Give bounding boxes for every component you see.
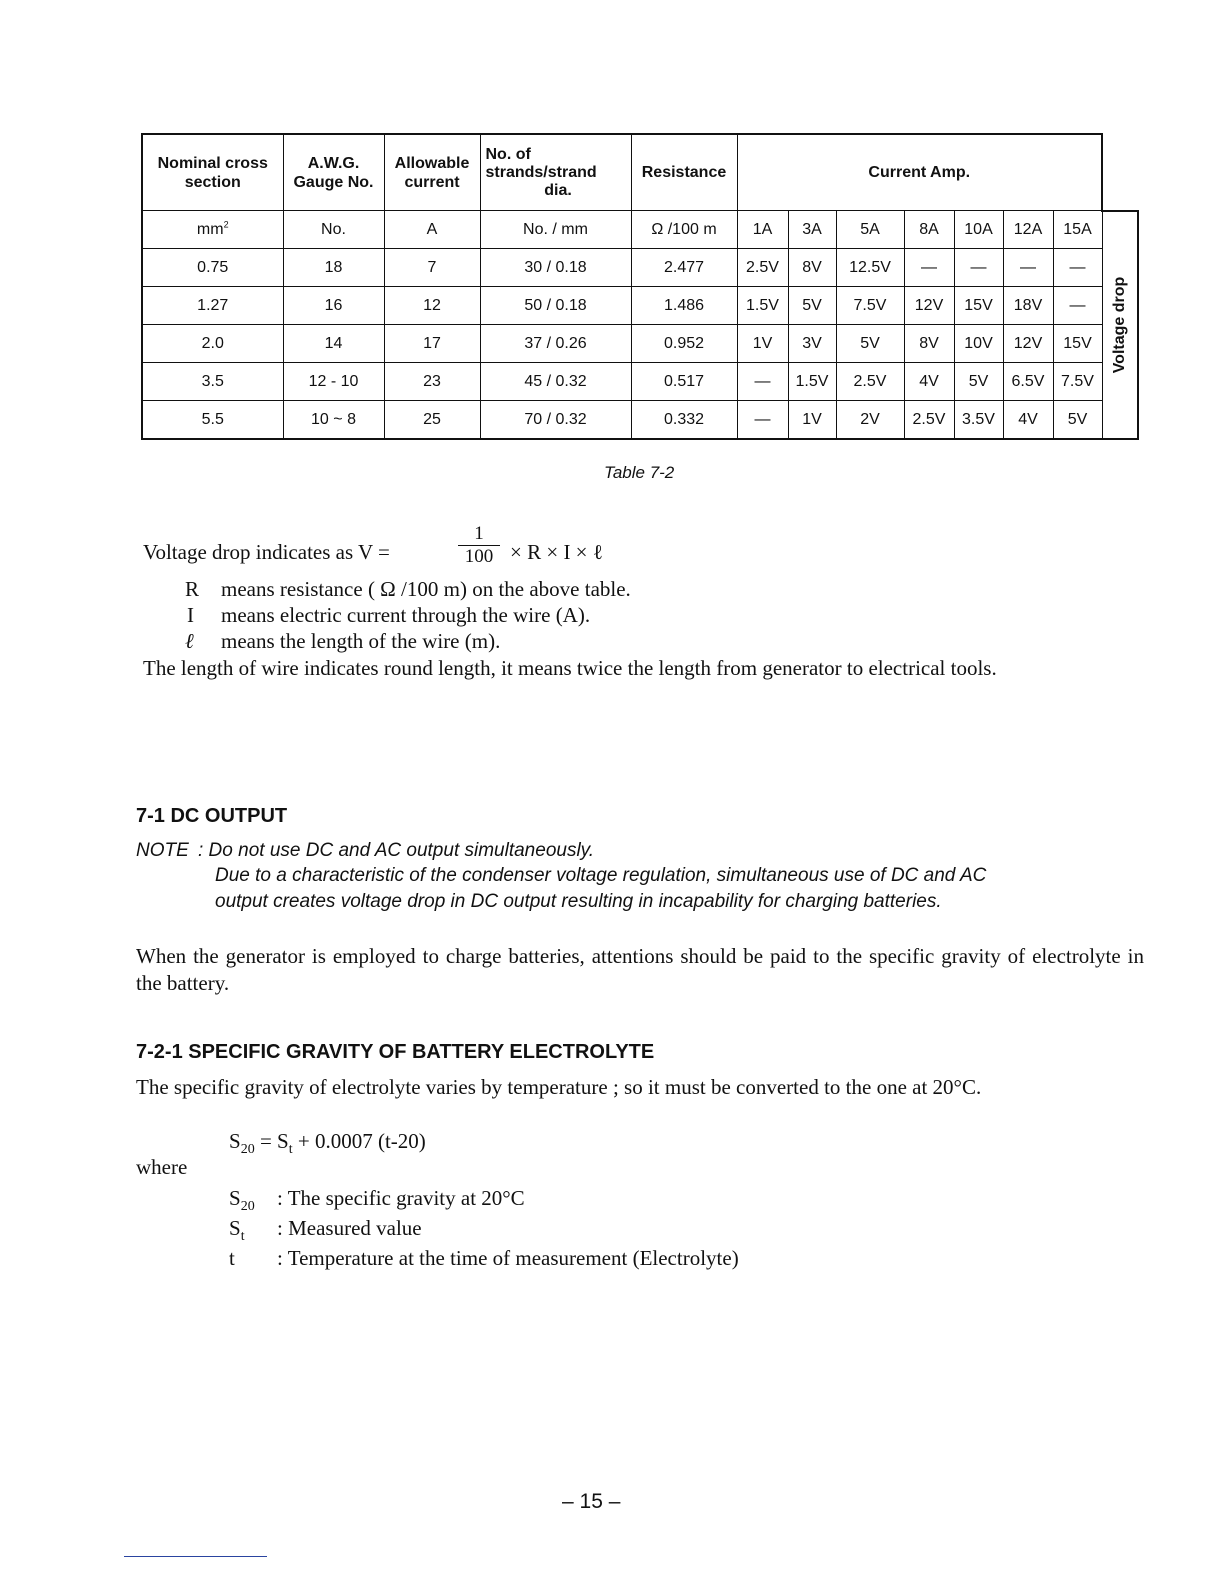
- unit-amp: 12A: [1003, 211, 1053, 249]
- eq-symbol: S: [229, 1129, 241, 1153]
- table-cell: 10 ~ 8: [283, 401, 384, 440]
- table-row: [142, 401, 1138, 440]
- unit-amp: 5A: [836, 211, 904, 249]
- table-cell: 0.332: [631, 401, 737, 440]
- table-cell: 5V: [788, 287, 836, 325]
- table-cell: 2V: [836, 401, 904, 440]
- header-allowable: Allowable current: [384, 134, 480, 211]
- definition-symbol: R: [185, 577, 200, 601]
- table-cell: 7: [384, 249, 480, 287]
- table-cell: 18V: [1003, 287, 1053, 325]
- formula-lead: Voltage drop indicates as V =: [143, 540, 390, 564]
- definition-text: means electric current through the wire (A).: [221, 603, 591, 627]
- table-cell: 2.5V: [737, 249, 788, 287]
- unit-amp: 8A: [904, 211, 954, 249]
- unit-amp: 15A: [1053, 211, 1102, 249]
- table-cell: 5V: [836, 325, 904, 363]
- table-cell: 8V: [788, 249, 836, 287]
- table-row: [142, 325, 1138, 363]
- table-cell: 1.5V: [737, 287, 788, 325]
- table-cell: 8V: [904, 325, 954, 363]
- table-cell: 12 - 10: [283, 363, 384, 401]
- note-label: NOTE: [136, 840, 189, 861]
- fraction-numerator: 1: [474, 523, 484, 544]
- table-caption: Table 7-2: [604, 463, 675, 482]
- table-cell: 15V: [1053, 325, 1102, 363]
- unit-amp: 1A: [737, 211, 788, 249]
- header-strands: [480, 134, 631, 211]
- table-cell: 12: [384, 287, 480, 325]
- header-strands-l1: No. of: [485, 145, 531, 163]
- table-cell: 15V: [954, 287, 1003, 325]
- variable-symbol: $S_{20}$: [229, 1186, 255, 1214]
- gravity-equation: [229, 1129, 426, 1158]
- formula-rest: × R × I × ℓ: [510, 540, 603, 564]
- table-cell: 4V: [904, 363, 954, 401]
- table-row: [142, 249, 1138, 287]
- table-cell: 1V: [737, 325, 788, 363]
- table-cell: 2.477: [631, 249, 737, 287]
- table-cell: 6.5V: [1003, 363, 1053, 401]
- gravity-intro: The specific gravity of electrolyte varies by temperature ; so it must be converted to the one at 20°C.: [136, 1075, 982, 1099]
- unit-amp: 10A: [954, 211, 1003, 249]
- variable-s20: [229, 1186, 525, 1215]
- table-cell: 1.27: [142, 287, 283, 325]
- note-line-1: : Do not use DC and AC output simultaneously.: [198, 840, 595, 861]
- table-cell: —: [1053, 287, 1102, 325]
- wire-size-table: [141, 133, 1139, 440]
- table-cell: 7.5V: [1053, 363, 1102, 401]
- note-line-3: output creates voltage drop in DC output resulting in incapability for charging batteries.: [215, 891, 942, 912]
- variable-symbol: t: [229, 1246, 235, 1270]
- table-cell: —: [737, 363, 788, 401]
- definition-text: means resistance ( Ω /100 m) on the above table.: [221, 577, 631, 601]
- table-cell: 18: [283, 249, 384, 287]
- table-cell: 0.952: [631, 325, 737, 363]
- table-cell: 7.5V: [836, 287, 904, 325]
- eq-text: + 0.0007 (t-20): [292, 1129, 426, 1153]
- dc-output-paragraph: When the generator is employed to charge batteries, attentions should be paid to the specific gravity of electrolyte in the battery.: [136, 944, 1144, 995]
- table-cell: 5V: [1053, 401, 1102, 440]
- table-cell: 25: [384, 401, 480, 440]
- table-cell: 70 / 0.32: [480, 401, 631, 440]
- table-header-row: [142, 134, 1138, 211]
- header-resistance: Resistance: [631, 134, 737, 211]
- header-strands-l3: dia.: [544, 181, 572, 199]
- unit-resistance: Ω /100 m: [631, 211, 737, 249]
- table-cell: —: [954, 249, 1003, 287]
- table-cell: 12V: [904, 287, 954, 325]
- gravity-heading: 7-2-1 SPECIFIC GRAVITY OF BATTERY ELECTROLYTE: [136, 1041, 655, 1063]
- variable-t: [229, 1246, 739, 1271]
- unit-strands: No. / mm: [480, 211, 631, 249]
- table-cell: 23: [384, 363, 480, 401]
- variable-text: : Temperature at the time of measurement (Electrolyte): [277, 1246, 739, 1270]
- table-cell: 12V: [1003, 325, 1053, 363]
- table-cell: 45 / 0.32: [480, 363, 631, 401]
- table-cell: 2.5V: [904, 401, 954, 440]
- unit-amp: 3A: [788, 211, 836, 249]
- table-cell: 5V: [954, 363, 1003, 401]
- header-strands-l2: strands/strand: [485, 163, 597, 181]
- table-cell: —: [904, 249, 954, 287]
- header-nominal: Nominal cross section: [142, 134, 283, 211]
- table-cell: 37 / 0.26: [480, 325, 631, 363]
- fraction-denominator: 100: [464, 546, 494, 567]
- variable-text: : The specific gravity at 20°C: [277, 1186, 525, 1210]
- table-row: [142, 363, 1138, 401]
- table-cell: 2.0: [142, 325, 283, 363]
- table-cell: 5.5: [142, 401, 283, 440]
- header-awg: A.W.G. Gauge No.: [283, 134, 384, 211]
- table-cell: 4V: [1003, 401, 1053, 440]
- note-line-2: Due to a characteristic of the condenser voltage regulation, simultaneous use of DC and AC: [215, 865, 987, 886]
- table-cell: 3.5V: [954, 401, 1003, 440]
- table-cell: —: [737, 401, 788, 440]
- round-length-note: The length of wire indicates round length, it means twice the length from generator to electrical tools.: [143, 656, 997, 680]
- table-cell: —: [1053, 249, 1102, 287]
- voltage-drop-label: Voltage drop: [1110, 276, 1128, 374]
- eq-text: = S: [254, 1129, 289, 1153]
- table-cell: 1.486: [631, 287, 737, 325]
- dc-output-heading: 7-1 DC OUTPUT: [136, 805, 288, 827]
- table-cell: 0.75: [142, 249, 283, 287]
- definition-text: means the length of the wire (m).: [221, 629, 501, 653]
- table-cell: 1.5V: [788, 363, 836, 401]
- unit-nominal: $mm^2$: [142, 211, 283, 249]
- table-cell: 10V: [954, 325, 1003, 363]
- bottom-rule: [124, 1556, 267, 1557]
- variable-symbol: $S_t$: [229, 1216, 245, 1244]
- table-cell: 16: [283, 287, 384, 325]
- unit-allowable: A: [384, 211, 480, 249]
- table-cell: —: [1003, 249, 1053, 287]
- table-unit-row: [142, 211, 1138, 249]
- table-cell: 50 / 0.18: [480, 287, 631, 325]
- voltage-drop-side-cell: [1102, 211, 1138, 440]
- definition-symbol: ℓ: [185, 629, 194, 653]
- unit-awg: No.: [283, 211, 384, 249]
- table-cell: 0.517: [631, 363, 737, 401]
- where-label: where: [136, 1155, 188, 1179]
- table-cell: 30 / 0.18: [480, 249, 631, 287]
- eq-subscript: t: [288, 1142, 293, 1157]
- header-current-amp: Current Amp.: [737, 134, 1102, 211]
- table-row: [142, 287, 1138, 325]
- variable-st: [229, 1216, 422, 1245]
- page-number: – 15 –: [562, 1490, 621, 1513]
- table-cell: 1V: [788, 401, 836, 440]
- table-cell: 17: [384, 325, 480, 363]
- formula-fraction: [456, 523, 502, 568]
- variable-text: : Measured value: [277, 1216, 422, 1240]
- table-cell: 2.5V: [836, 363, 904, 401]
- table-cell: 3V: [788, 325, 836, 363]
- table-cell: 12.5V: [836, 249, 904, 287]
- table-cell: 3.5: [142, 363, 283, 401]
- definition-symbol: I: [187, 603, 194, 627]
- table-cell: 14: [283, 325, 384, 363]
- eq-subscript: 20: [240, 1142, 255, 1157]
